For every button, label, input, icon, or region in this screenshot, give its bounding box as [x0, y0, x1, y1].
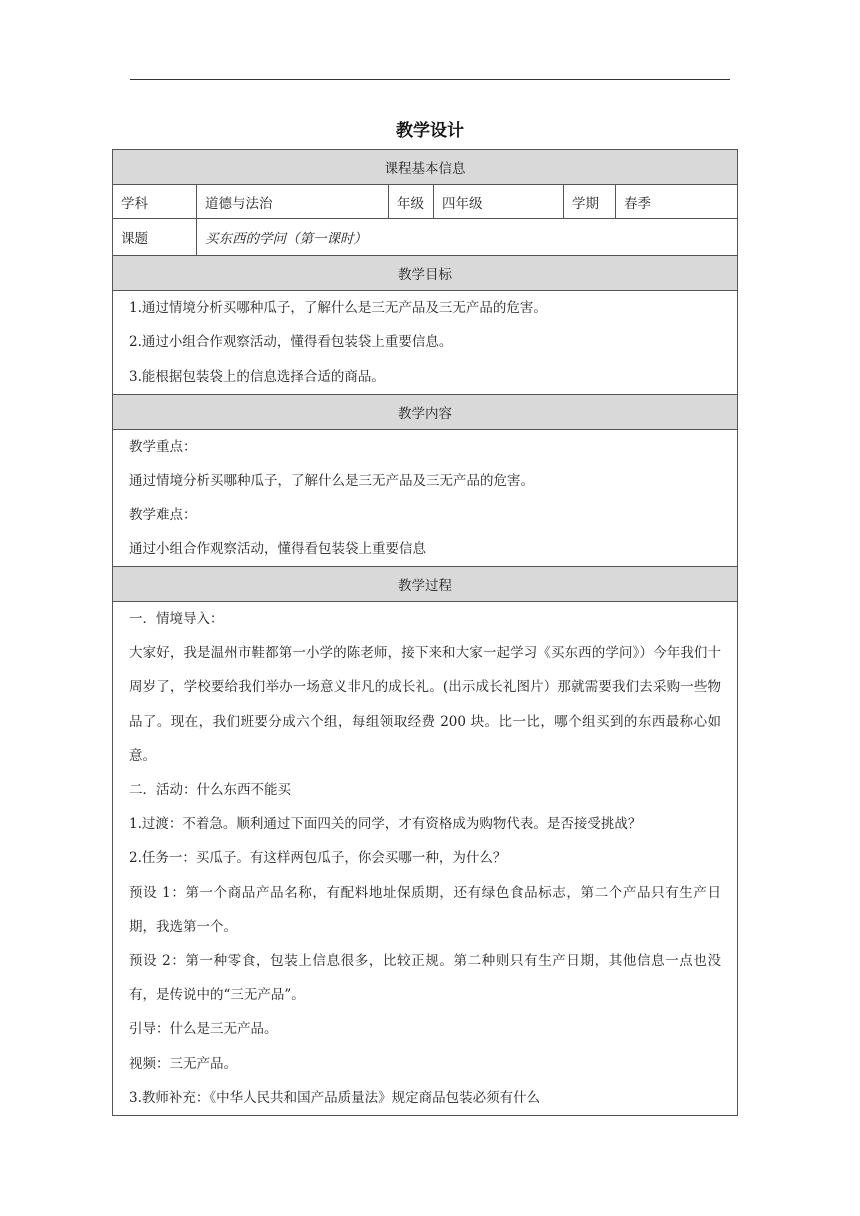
process-paragraph: 预设 1：第一个商品产品名称，有配料地址保质期，还有绿色食品标志，第二个产品只有生产日期，我选第一个。: [129, 884, 722, 935]
section-title: 课程基本信息: [113, 150, 738, 185]
process-paragraph: 3.教师补充：《中华人民共和国产品质量法》规定商品包装必须有什么: [129, 1089, 541, 1106]
section-header-content: [113, 394, 738, 429]
lesson-plan-table: [112, 149, 738, 1116]
grade-label: 年级: [389, 185, 434, 219]
topic-row: [113, 219, 738, 256]
subject-value: 道德与法治: [197, 185, 389, 219]
content-row: [113, 429, 738, 566]
process-paragraph: 二．活动：什么东西不能买: [129, 781, 291, 798]
process-paragraph: 引导：什么是三无产品。: [129, 1021, 278, 1038]
process-paragraph: 2.任务一：买瓜子。有这样两包瓜子，你会买哪一种，为什么？: [129, 850, 507, 867]
section-header-basic-info: [113, 150, 738, 185]
section-title: 教学内容: [113, 394, 738, 429]
grade-value: 四年级: [434, 185, 564, 219]
section-title: 教学过程: [113, 566, 738, 601]
topic-value: 买东西的学问（第一课时）: [197, 219, 738, 256]
process-paragraph: 1.过渡：不着急。顺利通过下面四关的同学，才有资格成为购物代表。是否接受挑战？: [129, 816, 642, 833]
subject-label: 学科: [113, 185, 197, 219]
process-paragraph: 大家好，我是温州市鞋都第一小学的陈老师，接下来和大家一起学习《买东西的学问》）今年我们十周岁了，学校要给我们举办一场意义非凡的成长礼。(出示成长礼图片）那就需要我们去采购一些物品了。现在，我们班要分成六个组，每组领取经费 200 块。比一比，哪个组买到的东西最称心如意。: [129, 645, 722, 764]
page-title: 教学设计: [396, 121, 464, 141]
content-heading: 教学难点：: [129, 506, 197, 523]
topic-label: 课题: [113, 219, 197, 256]
objective-item: 1.通过情境分析买哪种瓜子，了解什么是三无产品及三无产品的危害。: [129, 300, 547, 316]
section-title: 教学目标: [113, 256, 738, 291]
term-label: 学期: [564, 185, 616, 219]
objective-item: 2.通过小组合作观察活动，懂得看包装袋上重要信息。: [129, 334, 453, 351]
content-block: [113, 429, 738, 566]
content-heading: 教学重点：: [129, 438, 197, 455]
info-row: [113, 185, 738, 219]
objectives-row: [113, 291, 738, 395]
process-row: [113, 601, 738, 1115]
process-paragraph: 一．情境导入：: [129, 610, 224, 627]
objective-item: 3.能根据包装袋上的信息选择合适的商品。: [129, 368, 385, 385]
section-header-objectives: [113, 256, 738, 291]
header-rule: [130, 79, 730, 80]
process-paragraph: 预设 2：第一种零食，包装上信息很多，比较正规。第二种则只有生产日期，其他信息一点也没有，是传说中的“三无产品”。: [129, 952, 722, 1004]
section-header-process: [113, 566, 738, 601]
content-text: 通过情境分析买哪种瓜子，了解什么是三无产品及三无产品的危害。: [129, 472, 534, 489]
process-block: [113, 601, 738, 1115]
term-value: 春季: [616, 185, 738, 219]
content-text: 通过小组合作观察活动，懂得看包装袋上重要信息: [129, 540, 426, 557]
process-paragraph: 视频：三无产品。: [129, 1055, 237, 1072]
objectives-block: [113, 291, 738, 395]
